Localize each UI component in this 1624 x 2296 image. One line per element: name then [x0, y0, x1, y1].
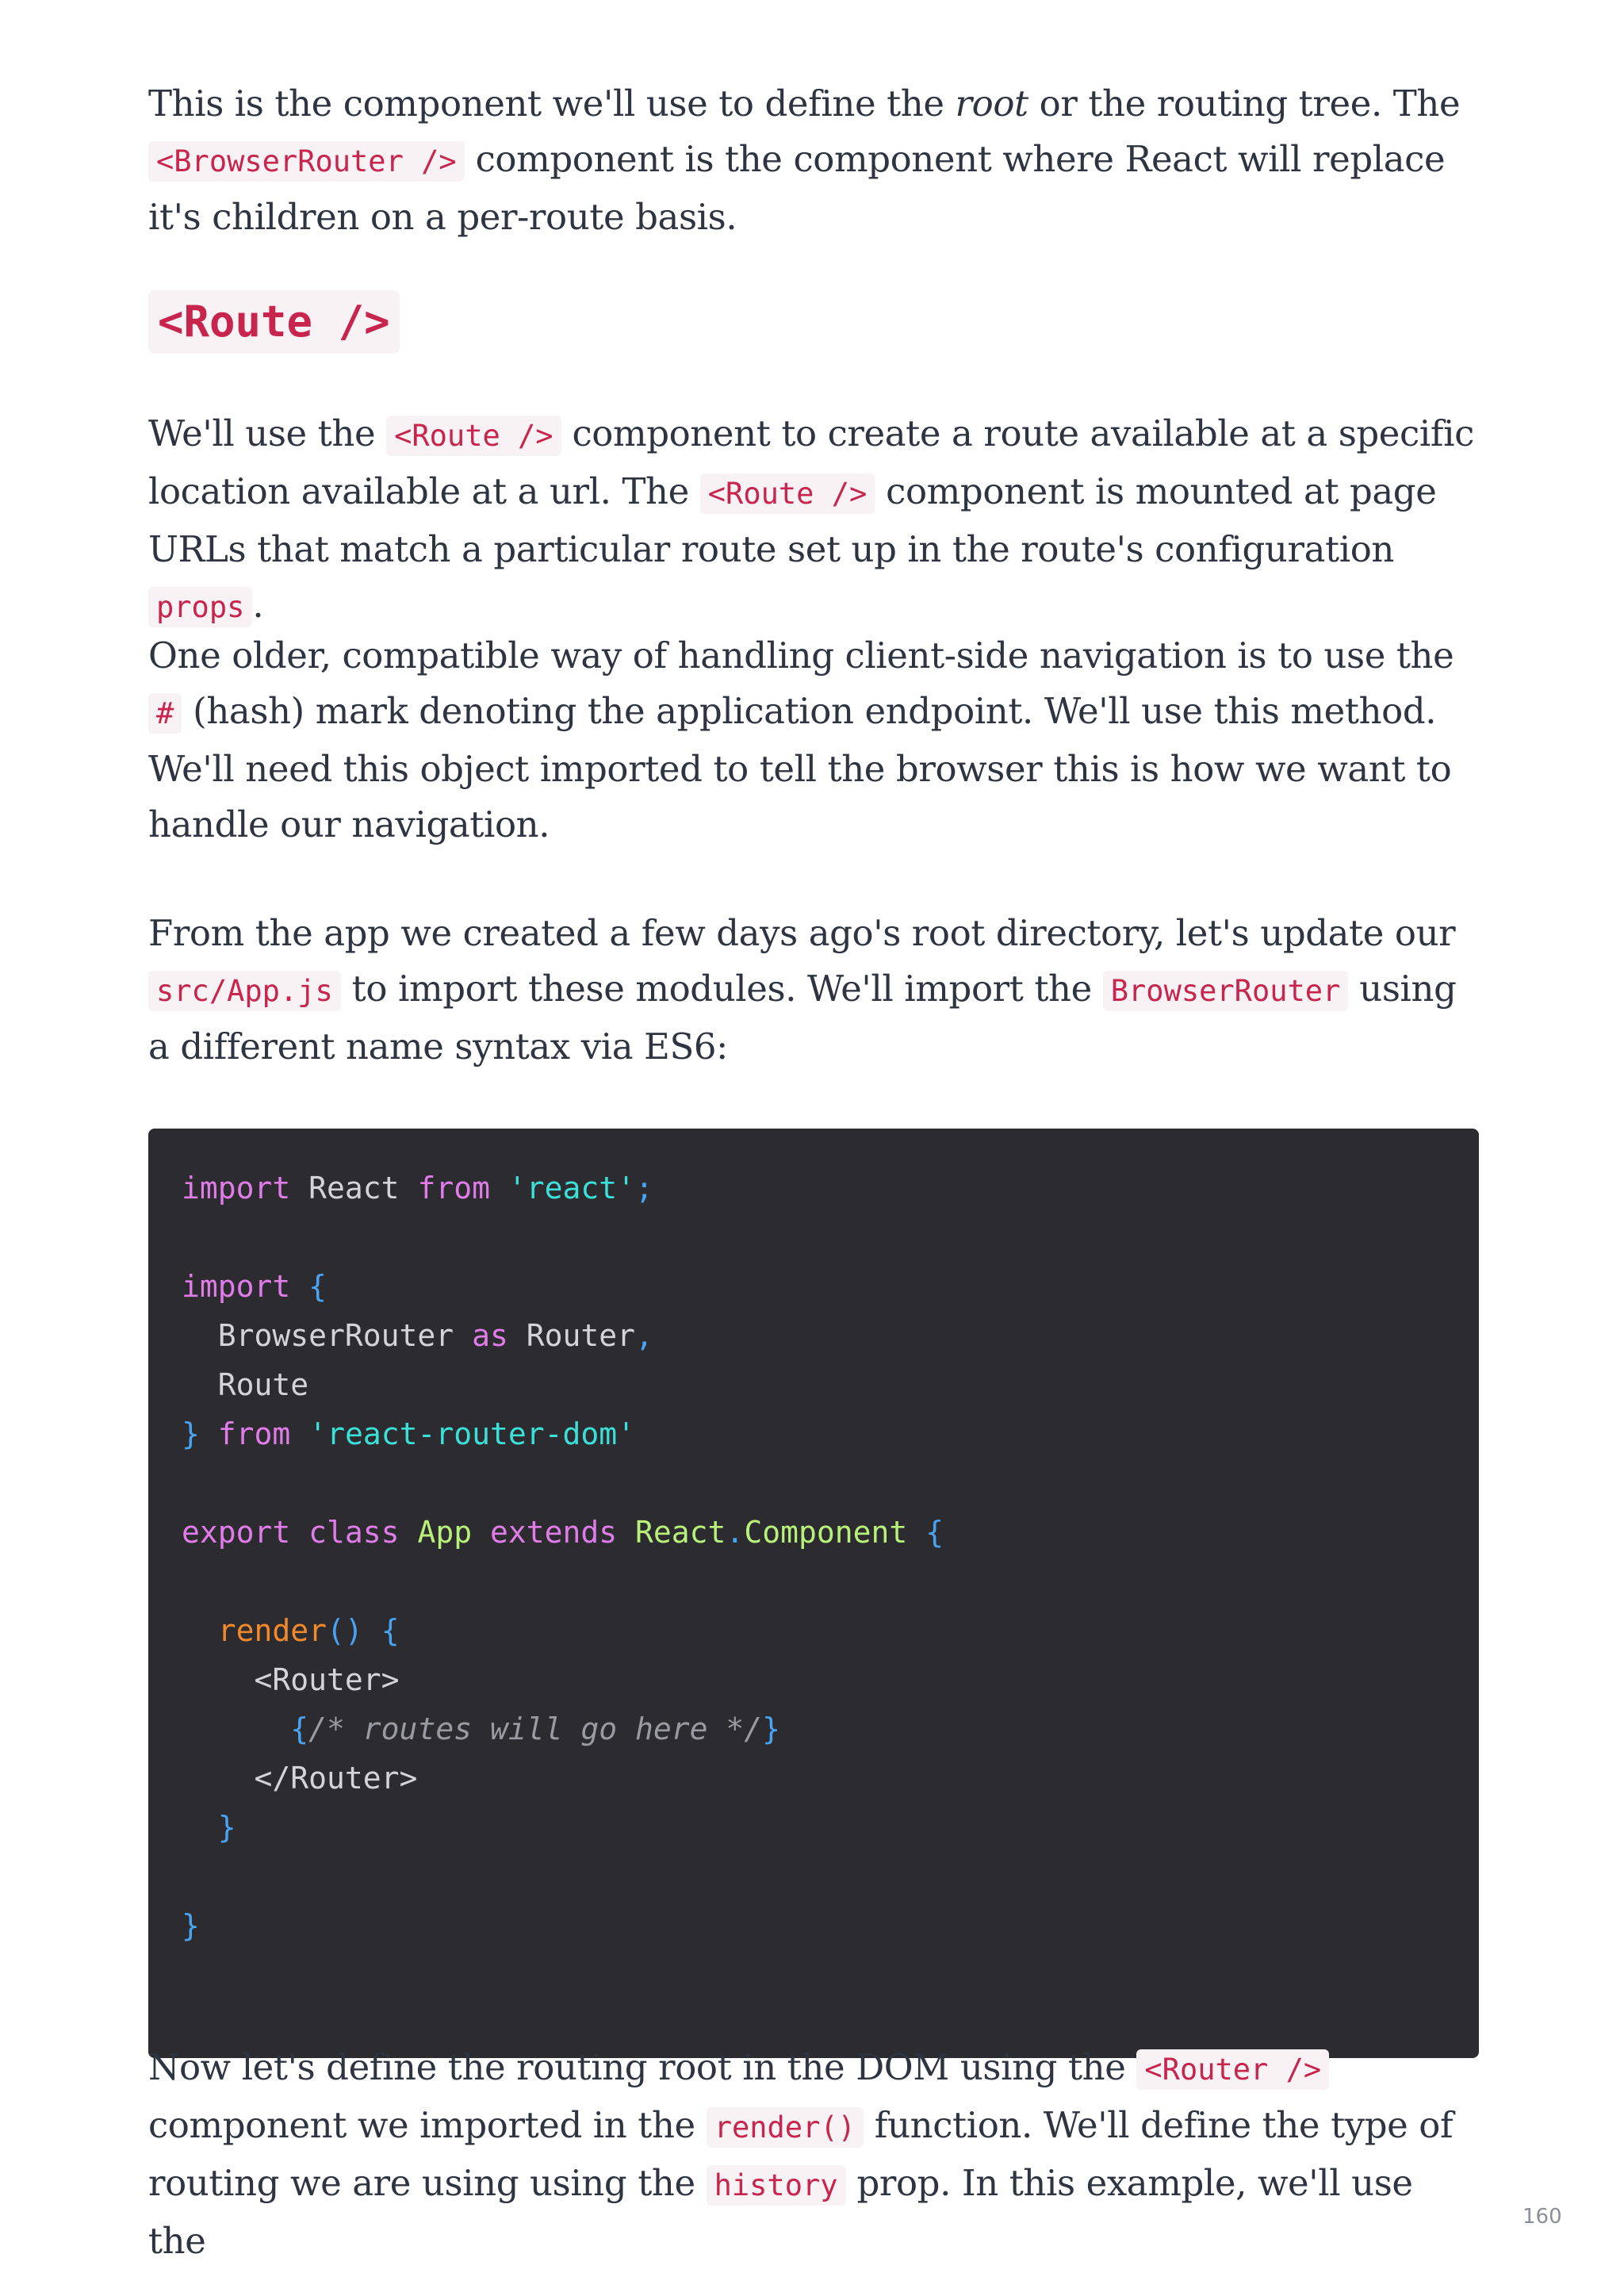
code-line: render() {	[217, 1613, 400, 1648]
paragraph-route	[148, 406, 1480, 635]
inline-code-browserrouter: <BrowserRouter />	[148, 141, 465, 182]
text: function. We'll define the type of routing we are using using the	[148, 2104, 1454, 2204]
text: This is the component we'll use to define the	[148, 82, 956, 125]
inline-code-history: history	[707, 2165, 846, 2206]
emphasis-root: root	[955, 82, 1028, 125]
text: using a different name syntax via ES6:	[148, 968, 1457, 1068]
paragraph-intro	[148, 76, 1480, 245]
inline-code-hash: #	[148, 693, 182, 734]
inline-code-props: props	[148, 587, 252, 627]
code-line: }	[217, 1810, 236, 1845]
section-heading	[148, 290, 400, 354]
code-line-blank	[182, 1557, 1479, 1606]
inline-code-browserrouter: BrowserRouter	[1103, 971, 1349, 1011]
text: prop. In this example, we'll use the	[148, 2162, 1413, 2262]
inline-code-render: render()	[707, 2107, 864, 2148]
text: From the app we created a few days ago's root directory, let's update our	[148, 912, 1456, 954]
code-line-blank	[182, 1852, 1479, 1901]
inline-code-route: <Route />	[386, 416, 561, 456]
text: Now let's define the routing root in the DOM using the	[148, 2046, 1137, 2088]
code-line: </Router>	[254, 1761, 418, 1796]
code-line: } from 'react-router-dom'	[182, 1416, 635, 1451]
paragraph-hash	[148, 628, 1480, 853]
text: component to create a route available at a specific location available at a url. The	[148, 412, 1474, 512]
heading-route: <Route />	[148, 290, 400, 354]
code-block	[148, 1129, 1479, 2058]
text: We'll use the	[148, 412, 387, 454]
paragraph-router-root	[148, 2040, 1480, 2269]
code-line-blank	[182, 1213, 1479, 1262]
text: component we imported in the	[148, 2104, 707, 2146]
text: component is mounted at page URLs that match a particular route set up in the route's configuration	[148, 470, 1437, 570]
text: to import these modules. We'll import the	[340, 968, 1103, 1010]
inline-code-router: <Router />	[1136, 2049, 1329, 2090]
code-line: Route	[217, 1367, 309, 1402]
code-line: import {	[182, 1269, 327, 1304]
code-line: export class App extends React.Component {	[182, 1515, 944, 1550]
code-line: {/* routes will go here */}	[290, 1711, 781, 1746]
text: .	[252, 584, 264, 626]
text: or the routing tree. The	[1028, 82, 1461, 125]
paragraph-import	[148, 906, 1480, 1075]
text: component is the component where React will replace it's children on a per-route basis.	[148, 138, 1446, 238]
page-number: 160	[1522, 2205, 1562, 2229]
text: One older, compatible way of handling client-side navigation is to use the	[148, 634, 1454, 677]
code-line: import React from 'react';	[182, 1171, 653, 1205]
code-line: BrowserRouter as Router,	[217, 1318, 653, 1353]
text: (hash) mark denoting the application endpoint. We'll use this method. We'll need this object imported to tell the browser this is how we want to handle our navigation.	[148, 690, 1452, 845]
inline-code-app-js: src/App.js	[148, 971, 341, 1011]
code-line: <Router>	[254, 1662, 400, 1697]
inline-code-route: <Route />	[700, 473, 875, 514]
code-line-blank	[182, 1458, 1479, 1508]
code-line: }	[182, 1908, 200, 1943]
